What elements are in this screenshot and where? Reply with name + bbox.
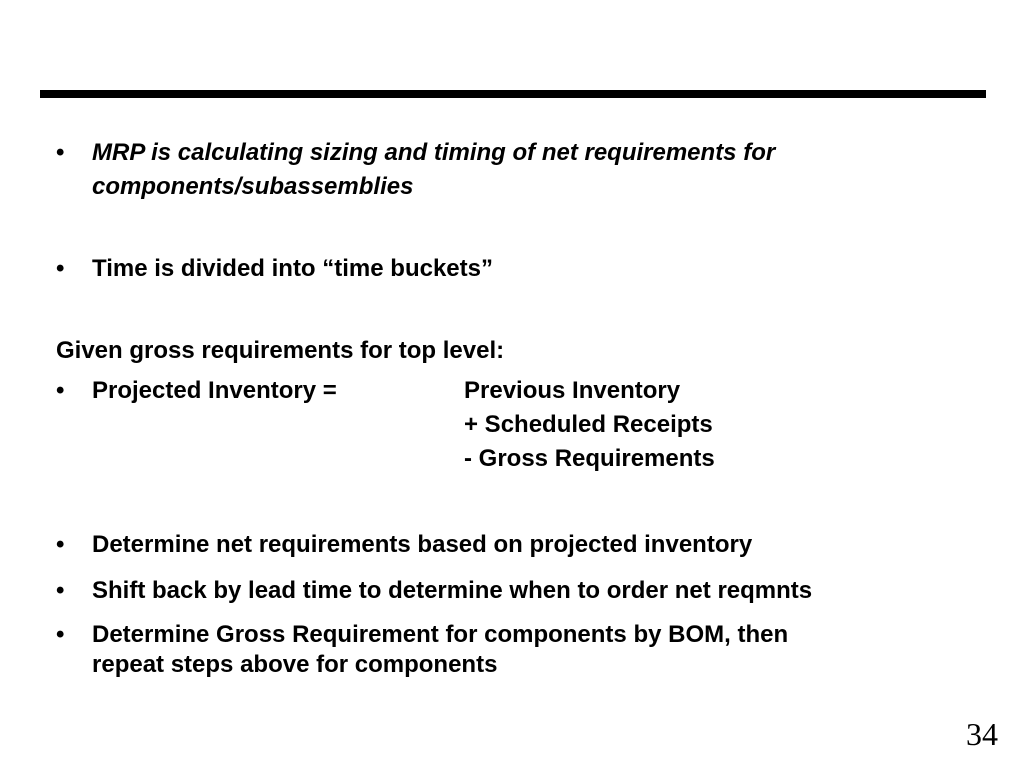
gross-requirement-line1: Determine Gross Requirement for components by BOM, then: [92, 621, 789, 648]
gross-requirement-line2: repeat steps above for components: [92, 651, 498, 678]
formula-term-gross-requirements: - Gross Requirements: [464, 445, 715, 472]
mrp-definition-line1: MRP is calculating sizing and timing of net requirements for: [92, 139, 776, 166]
bullet-marker: •: [56, 577, 65, 604]
given-heading: Given gross requirements for top level:: [56, 337, 505, 364]
bullet-marker: •: [56, 377, 65, 404]
net-requirements-text: Determine net requirements based on projected inventory: [92, 531, 753, 558]
formula-term-previous-inventory: Previous Inventory: [464, 377, 681, 404]
bullet-marker: •: [56, 255, 65, 282]
title-divider: [40, 90, 986, 98]
bullet-marker: •: [56, 531, 65, 558]
formula-term-scheduled-receipts: + Scheduled Receipts: [464, 411, 713, 438]
time-buckets-text: Time is divided into “time buckets”: [92, 255, 493, 282]
bullet-marker: •: [56, 139, 65, 166]
shift-back-text: Shift back by lead time to determine when to order net reqmnts: [92, 577, 813, 604]
bullet-marker: •: [56, 621, 65, 648]
projected-inventory-label: Projected Inventory =: [92, 377, 337, 404]
page-number: 34: [966, 716, 998, 752]
mrp-definition-line2: components/subassemblies: [92, 173, 414, 200]
